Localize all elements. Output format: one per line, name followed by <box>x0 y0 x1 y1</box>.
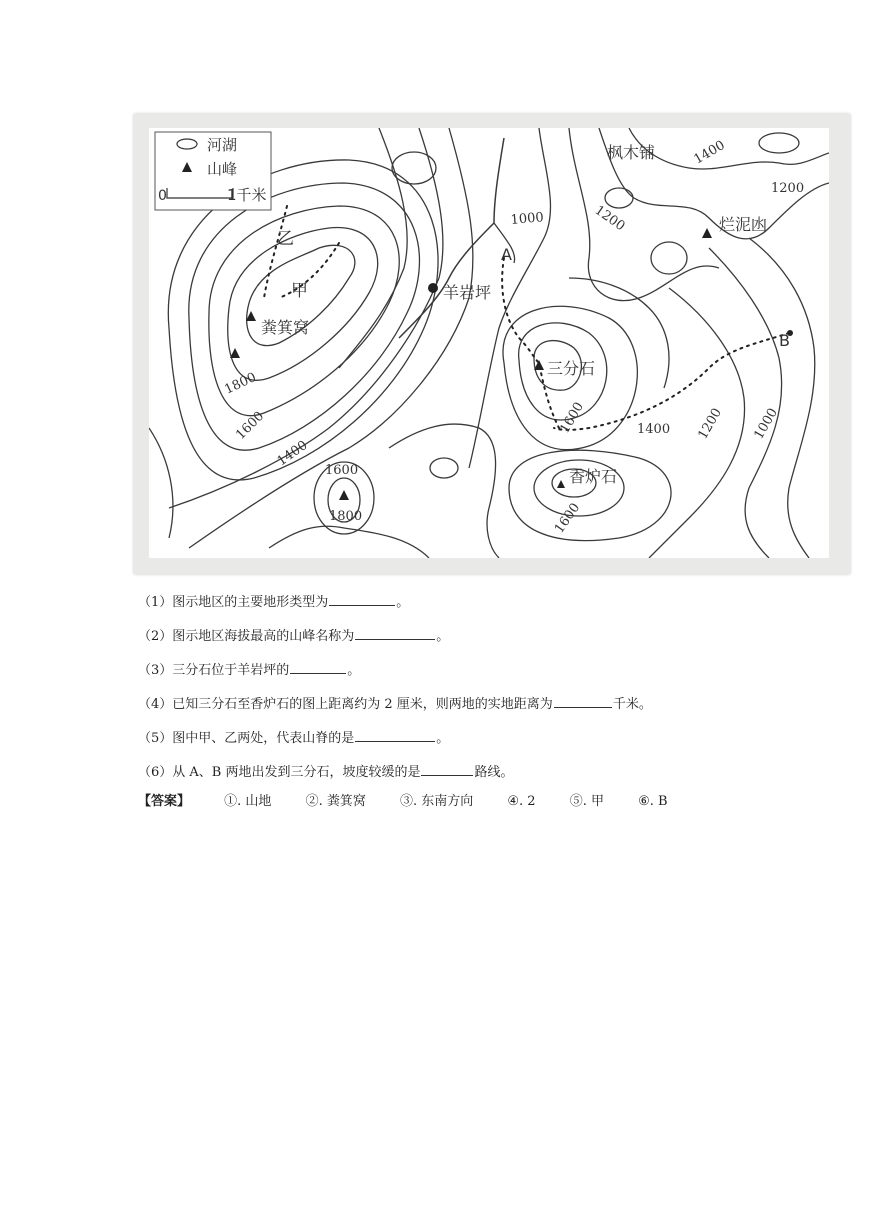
contour-label: 1400 <box>691 137 728 168</box>
question-suffix: 。 <box>347 663 361 678</box>
question-text: （3）三分石位于羊岩坪的 <box>138 663 290 678</box>
label-point-b: B <box>779 331 790 350</box>
place-sanfenshi: 三分石 <box>547 359 596 378</box>
contour-map-frame <box>134 114 850 574</box>
contour-map-svg <box>149 128 829 558</box>
answer-item-1: ①. 山地 <box>224 794 272 809</box>
contour-label: 1200 <box>771 181 805 196</box>
contour-label: 1200 <box>591 202 628 235</box>
question-suffix: 。 <box>436 629 450 644</box>
place-lanniwo: 烂泥凼 <box>719 215 768 234</box>
question-suffix: 。 <box>436 731 450 746</box>
contour-label: 1600 <box>325 463 359 478</box>
answer-blank <box>554 694 612 708</box>
answer-item-4: ④. 2 <box>507 794 536 809</box>
contour-label: 1800 <box>222 370 259 398</box>
answer-item-3: ③. 东南方向 <box>399 794 474 809</box>
question-5 <box>138 728 449 748</box>
answer-blank <box>355 728 435 742</box>
answer-item-2: ②. 粪箕窝 <box>305 794 366 809</box>
contour-label: 1600 <box>233 408 268 443</box>
label-point-a: A <box>501 245 512 264</box>
lake-icon <box>428 283 438 293</box>
answer-blank <box>355 626 435 640</box>
contour-label: 1600 <box>551 500 584 537</box>
legend-scale-zero: 0 <box>158 188 167 204</box>
label-yi: 乙 <box>277 229 294 249</box>
peak-icon <box>339 490 349 500</box>
answer-blank <box>329 592 395 606</box>
place-xianglushi: 香炉石 <box>569 467 618 486</box>
answer-item-6: ⑥. B <box>638 794 668 809</box>
contour-label: 1000 <box>751 405 782 442</box>
place-fengmupu: 枫木铺 <box>607 143 656 162</box>
question-1 <box>138 592 409 612</box>
question-suffix: 千米。 <box>612 697 652 712</box>
question-2 <box>138 626 449 646</box>
peak-icon <box>557 480 565 488</box>
contour-label: 1400 <box>274 438 311 470</box>
answer-blank <box>421 762 473 776</box>
place-fenjiwo: 粪箕窝 <box>261 318 310 337</box>
peak-icon <box>534 360 544 370</box>
question-text: （1）图示地区的主要地形类型为 <box>138 595 329 610</box>
place-yangyanping: 羊岩坪 <box>443 283 492 302</box>
contour-label: 1400 <box>637 422 671 437</box>
contour-map <box>149 128 829 558</box>
question-suffix: 路线。 <box>474 765 514 780</box>
answer-label: 【答案】 <box>138 794 191 809</box>
question-text: （4）已知三分石至香炉石的图上距离约为 2 厘米，则两地的实地距离为 <box>138 697 553 712</box>
question-suffix: 。 <box>396 595 410 610</box>
legend-scale-unit: 1千米 <box>227 186 267 204</box>
contour-label: 1000 <box>510 210 545 228</box>
legend-peak-label: 山峰 <box>207 160 238 178</box>
legend-lake-label: 河湖 <box>207 136 238 154</box>
peak-markers <box>230 228 793 500</box>
contour-label: 1800 <box>329 509 363 524</box>
peak-icon <box>230 348 240 358</box>
question-6 <box>138 762 514 782</box>
question-text: （6）从 A、B 两地出发到三分石，坡度较缓的是 <box>138 765 421 780</box>
peak-icon <box>702 228 712 238</box>
contour-label: 1600 <box>557 399 588 436</box>
question-4 <box>138 694 652 714</box>
question-text: （5）图中甲、乙两处，代表山脊的是 <box>138 731 355 746</box>
question-3 <box>138 660 360 680</box>
contour-label: 1200 <box>695 405 726 442</box>
question-text: （2）图示地区海拔最高的山峰名称为 <box>138 629 355 644</box>
answer-item-5: ⑤. 甲 <box>569 794 604 809</box>
answer-blank <box>290 660 346 674</box>
answer-line <box>138 793 698 811</box>
label-jia: 甲 <box>291 281 308 301</box>
